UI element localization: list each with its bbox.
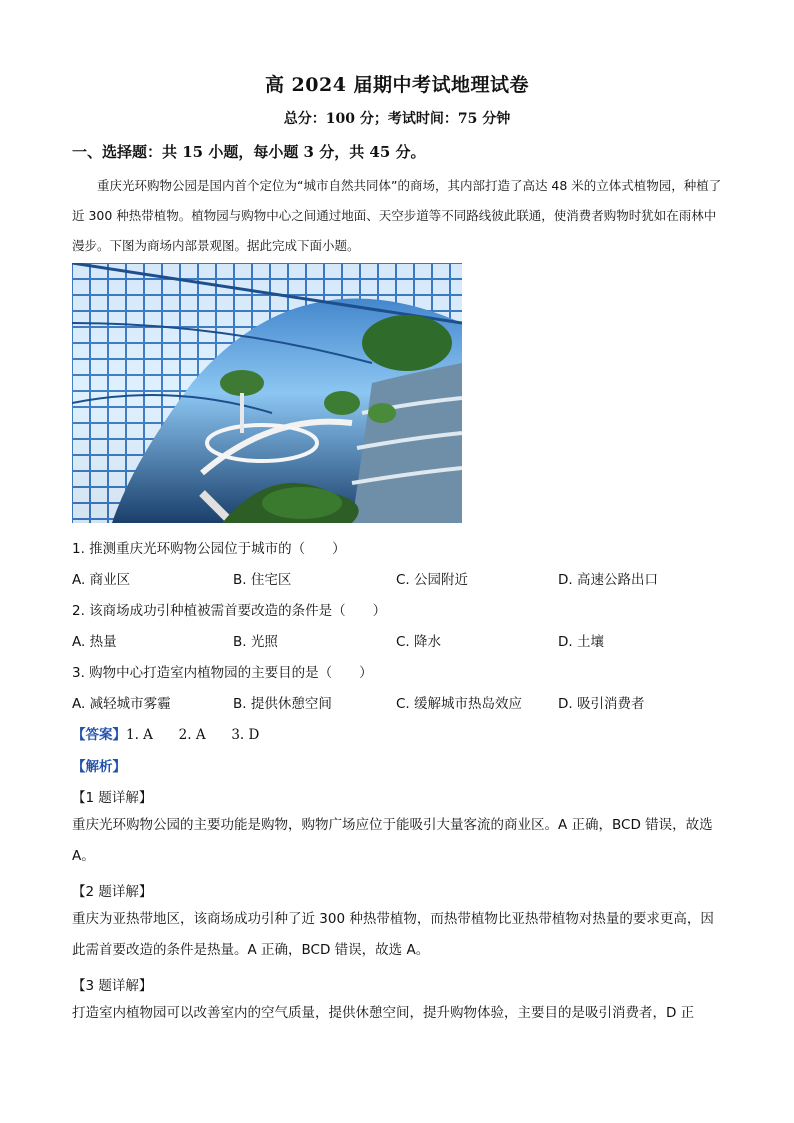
detail-2-heading: 【2 题详解】 xyxy=(72,884,153,900)
q1-option-b: B. 住宅区 xyxy=(233,572,292,588)
detail-3-text: 打造室内植物园可以改善室内的空气质量，提供休憩空间，提升购物体验，主要目的是吸引消费者，D 正 xyxy=(72,1005,695,1021)
detail-3-heading: 【3 题详解】 xyxy=(72,978,153,994)
question-3-stem: 3. 购物中心打造室内植物园的主要目的是（ ） xyxy=(72,665,373,681)
q3-option-a: A. 减轻城市雾霾 xyxy=(72,696,171,712)
q2-option-d: D. 土壤 xyxy=(558,634,604,650)
q3-option-c: C. 缓解城市热岛效应 xyxy=(396,696,523,712)
answer-1: 1. A xyxy=(126,727,153,743)
q1-option-d: D. 高速公路出口 xyxy=(558,572,658,588)
answer-row xyxy=(72,723,259,743)
q3-option-b: B. 提供休憩空间 xyxy=(233,696,332,712)
question-2-stem: 2. 该商场成功引种植被需首要改造的条件是（ ） xyxy=(72,603,387,619)
q3-option-d: D. 吸引消费者 xyxy=(558,696,645,712)
answer-2: 2. A xyxy=(178,727,206,743)
q1-option-a: A. 商业区 xyxy=(72,572,131,588)
section-heading: 一、选择题：共 15 小题，每小题 3 分，共 45 分。 xyxy=(72,143,426,161)
q2-option-c: C. 降水 xyxy=(396,634,442,650)
q2-option-a: A. 热量 xyxy=(72,634,117,650)
detail-1-text: 重庆光环购物公园的主要功能是购物，购物广场应位于能吸引大量客流的商业区。A 正确，BCD 错误，故选 A。 xyxy=(72,817,713,864)
analysis-label: 【解析】 xyxy=(72,759,126,775)
intro-paragraph: 重庆光环购物公园是国内首个定位为“城市自然共同体”的商场，其内部打造了高达 48 米的立体式植物园，种植了近 300 种热带植物。植物园与购物中心之间通过地面、天空步道等不同路线彼此联通，使消费者购物时犹如在雨林中漫步。下图为商场内部景观图。据此完成下面小题。 xyxy=(72,178,722,253)
q1-option-c: C. 公园附近 xyxy=(396,572,469,588)
page-subtitle: 总分：100 分；考试时间：75 分钟 xyxy=(283,111,511,127)
page-title: 高 2024 届期中考试地理试卷 xyxy=(264,74,530,96)
answer-3: 3. D xyxy=(231,727,260,743)
detail-1-heading: 【1 题详解】 xyxy=(72,790,153,806)
answer-label: 【答案】 xyxy=(72,727,126,743)
mall-interior-image xyxy=(72,263,462,523)
question-1-stem: 1. 推测重庆光环购物公园位于城市的（ ） xyxy=(72,541,346,557)
q2-option-b: B. 光照 xyxy=(233,634,278,650)
detail-2-text: 重庆为亚热带地区，该商场成功引种了近 300 种热带植物，而热带植物比亚热带植物对热量的要求更高，因此需首要改造的条件是热量。A 正确，BCD 错误，故选 A。 xyxy=(72,911,714,958)
